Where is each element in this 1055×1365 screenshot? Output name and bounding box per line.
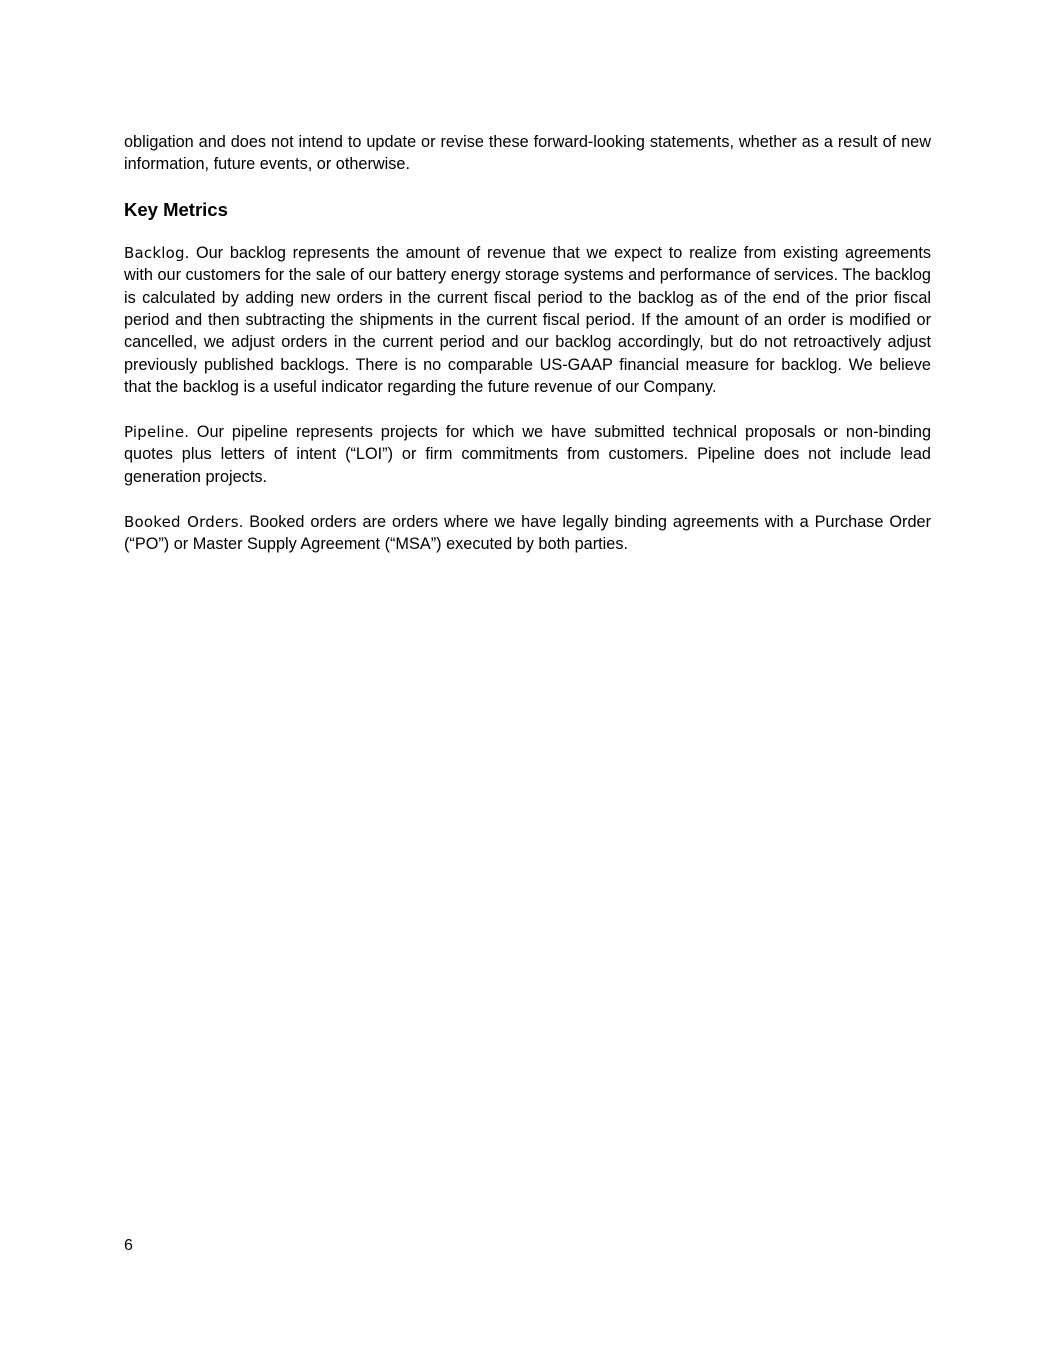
metric-paragraph-booked-orders: [124, 511, 931, 556]
continued-paragraph: obligation and does not intend to update or revise these forward-looking statements, whether as a result of new information, future events, or otherwise.: [124, 133, 931, 174]
metric-term-pipeline: Pipeline: [124, 423, 185, 442]
metric-definition-booked-orders: . Booked orders are orders where we have legally binding agreements with a Purchase Order (“PO”) or Master Supply Agreement (“MSA”) executed by both parties.: [124, 512, 931, 554]
metric-definition-backlog: . Our backlog represents the amount of revenue that we expect to realize from existing agreements with our customers for the sale of our battery energy storage systems and performance of services. The backlog is calculated by adding new orders in the current fiscal period to the backlog as of the end of the prior fiscal period and then subtracting the shipments in the current fiscal period. If the amount of an order is modified or cancelled, we adjust orders in the current period and our backlog accordingly, but do not retroactively adjust previously published backlogs. There is no comparable US-GAAP financial measure for backlog. We believe that the backlog is a useful indicator regarding the future revenue of our Company.: [124, 243, 931, 397]
page-number: 6: [124, 1237, 133, 1254]
metric-paragraph-backlog: [124, 242, 931, 399]
section-heading: Key Metrics: [124, 198, 228, 220]
metric-term-backlog: Backlog: [124, 243, 185, 262]
page-body: [124, 131, 931, 578]
metric-term-booked-orders: Booked Orders: [124, 512, 239, 531]
metric-definition-pipeline: . Our pipeline represents projects for which we have submitted technical proposals or non-binding quotes plus letters of intent (“LOI”) or firm commitments from customers. Pipeline does not include lead generation projects.: [124, 423, 931, 486]
metric-paragraph-pipeline: [124, 421, 931, 488]
